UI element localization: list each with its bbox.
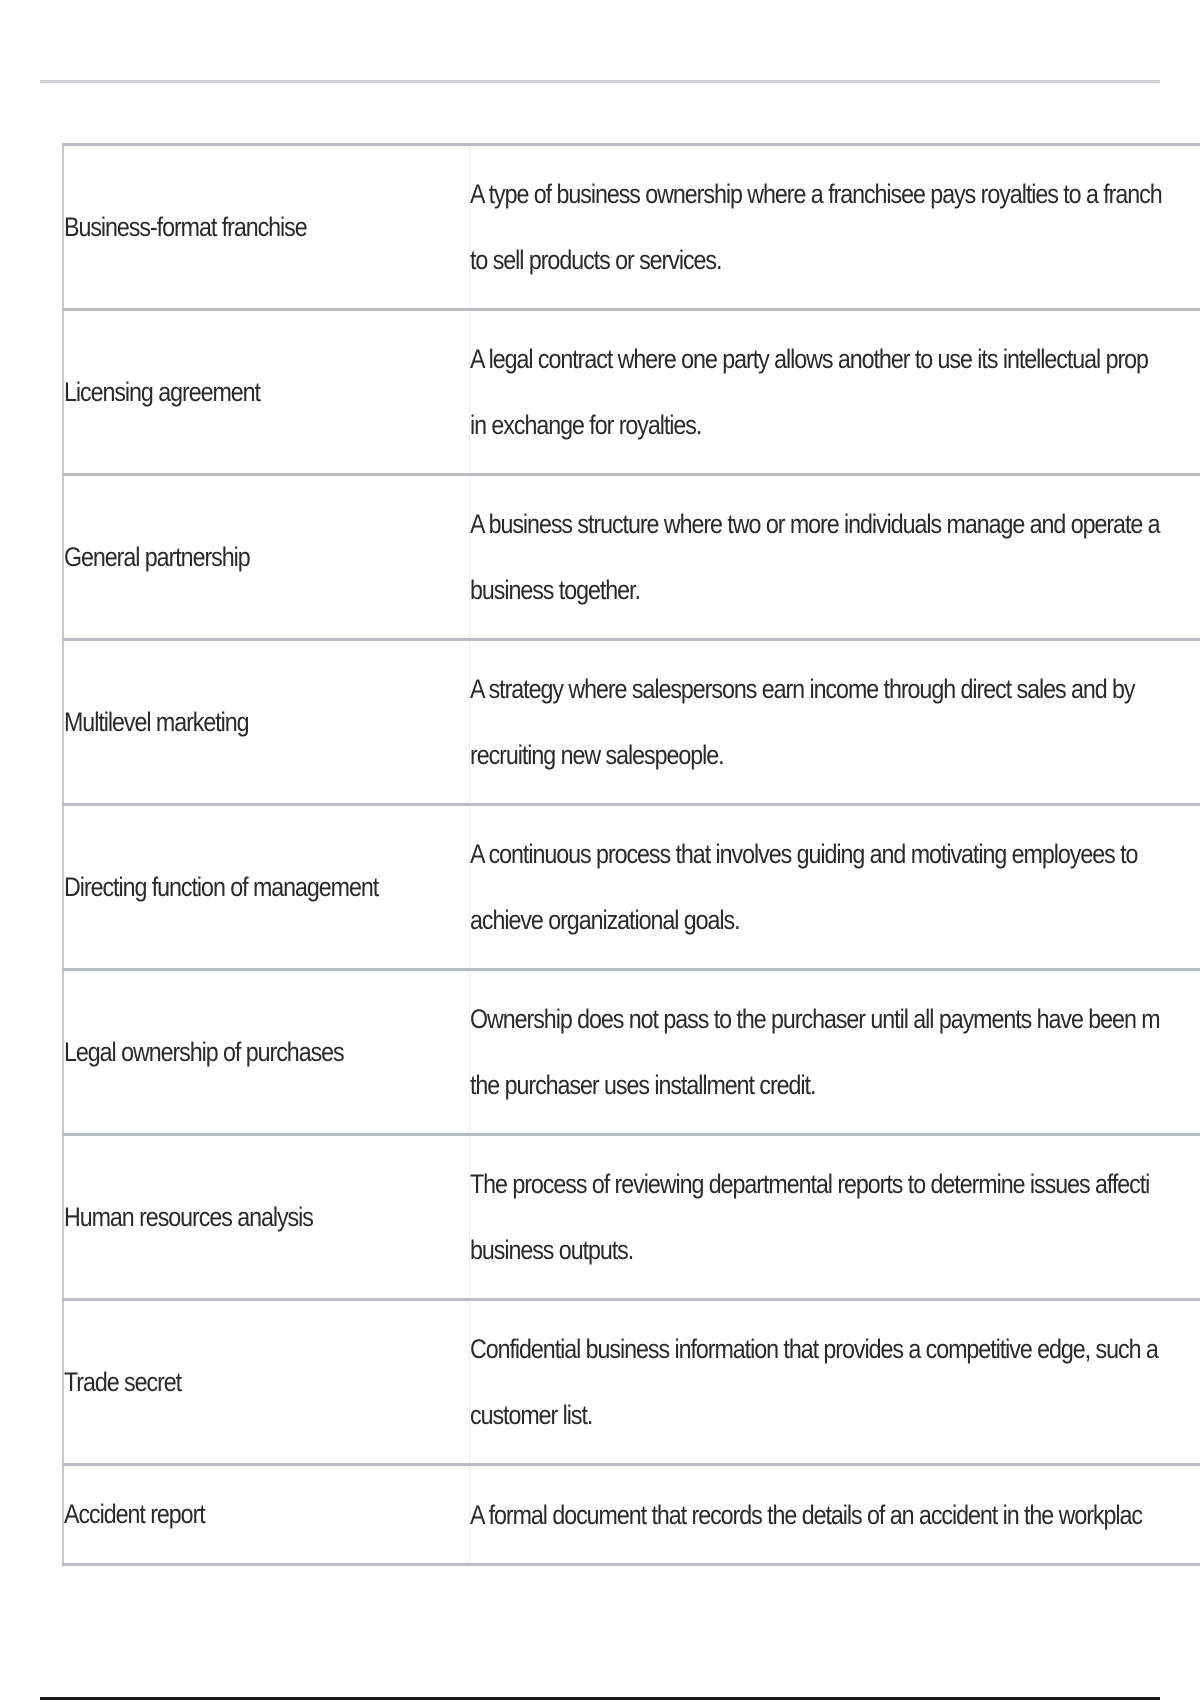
definition-text: Ownership does not pass to the purchaser until all payments have been m the purchaser uses installment credit. bbox=[469, 1004, 1160, 1100]
definition-cell bbox=[469, 475, 1200, 640]
table-row bbox=[63, 640, 1200, 805]
table-row bbox=[63, 970, 1200, 1135]
table-row bbox=[63, 475, 1200, 640]
definition-cell bbox=[469, 1465, 1200, 1565]
term-text: Accident report bbox=[64, 1499, 205, 1529]
table-row bbox=[63, 145, 1200, 310]
definition-cell bbox=[469, 640, 1200, 805]
term-cell bbox=[63, 310, 469, 475]
term-text: Multilevel marketing bbox=[64, 706, 249, 737]
term-cell bbox=[63, 1465, 469, 1565]
table-row bbox=[63, 1300, 1200, 1465]
definition-text: A continuous process that involves guiding and motivating employees to achieve organizational goals. bbox=[469, 839, 1137, 935]
term-cell bbox=[63, 475, 469, 640]
definition-text: A type of business ownership where a franchisee pays royalties to a franch to sell products or services. bbox=[469, 179, 1162, 275]
term-text: General partnership bbox=[64, 541, 250, 572]
table-row bbox=[63, 310, 1200, 475]
top-divider bbox=[40, 80, 1160, 83]
term-text: Legal ownership of purchases bbox=[64, 1036, 344, 1067]
definition-cell bbox=[469, 1300, 1200, 1465]
glossary-table bbox=[62, 143, 1200, 1566]
term-cell bbox=[63, 970, 469, 1135]
term-text: Trade secret bbox=[64, 1366, 182, 1397]
definition-cell bbox=[469, 970, 1200, 1135]
term-text: Human resources analysis bbox=[64, 1201, 313, 1232]
term-text: Business-format franchise bbox=[64, 211, 307, 242]
definition-text: A strategy where salespersons earn income through direct sales and by recruiting new salespeople. bbox=[469, 674, 1134, 770]
definition-cell bbox=[469, 1135, 1200, 1300]
glossary-table-container bbox=[62, 143, 1200, 1566]
term-cell bbox=[63, 1300, 469, 1465]
table-row bbox=[63, 805, 1200, 970]
definition-cell bbox=[469, 145, 1200, 310]
table-row bbox=[63, 1465, 1200, 1565]
definition-text: A business structure where two or more individuals manage and operate a business together. bbox=[469, 509, 1160, 605]
term-cell bbox=[63, 1135, 469, 1300]
definition-text: The process of reviewing departmental reports to determine issues affecti business outputs. bbox=[469, 1169, 1149, 1265]
definition-text: Confidential business information that provides a competitive edge, such a customer list. bbox=[469, 1334, 1158, 1430]
term-cell bbox=[63, 805, 469, 970]
term-text: Directing function of management bbox=[64, 871, 379, 902]
definition-text: A formal document that records the details of an accident in the workplac bbox=[469, 1499, 1142, 1530]
definition-cell bbox=[469, 805, 1200, 970]
table-row bbox=[63, 1135, 1200, 1300]
term-text: Licensing agreement bbox=[64, 376, 260, 407]
term-cell bbox=[63, 640, 469, 805]
definition-cell bbox=[469, 310, 1200, 475]
term-cell bbox=[63, 145, 469, 310]
definition-text: A legal contract where one party allows another to use its intellectual prop in exchange for royalties. bbox=[469, 344, 1148, 440]
